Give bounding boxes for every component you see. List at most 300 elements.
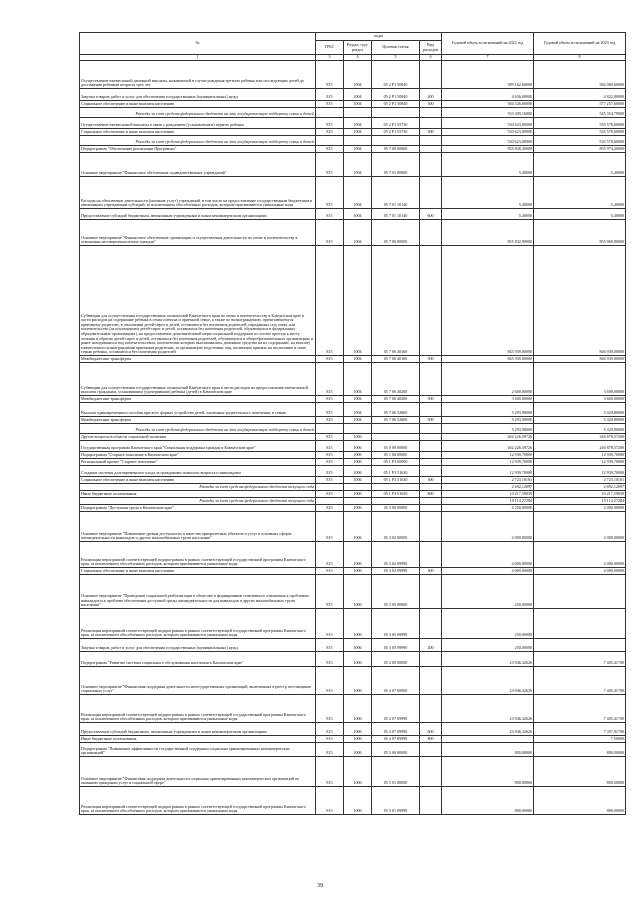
row-name: Основное мероприятие "Проведение социальной реабилитации в обществе и формирование позитивного отношения к проблемам инвалидов и к проблеме обеспечения доступной среды жизнедеятельности для инвалидов и других маломобильных групп населения" (80, 575, 316, 609)
table-row (80, 667, 626, 695)
row-value-2022: 2 723,10161 (442, 477, 534, 484)
row-name: Социальное обеспечение и иные выплаты населению (80, 101, 316, 108)
row-celevaya: 05 4 07 09990 (372, 723, 420, 736)
row-value-2022: 4 250,00000 (442, 505, 534, 512)
row-celevaya: 05 4 07 09990 (372, 695, 420, 723)
row-grbs: 815 (316, 505, 344, 512)
row-vid (420, 667, 442, 695)
row-value-2022: 262 226,59726 (442, 441, 534, 452)
row-vid (420, 108, 442, 118)
row-name: Государственная программа Камчатского края "Социальная поддержка граждан в Камчатском крае" (80, 441, 316, 452)
row-vid (420, 484, 442, 491)
header-codes: коды (316, 33, 442, 41)
row-celevaya: 05 4 07 00000 (372, 667, 420, 695)
row-celevaya: 05 7 06 40160 (372, 356, 420, 363)
row-value-2023: 12 939,70000 (534, 452, 626, 459)
row-vid (420, 452, 442, 459)
row-vid (420, 695, 442, 723)
row-name: Межбюджетные трансферты (80, 417, 316, 424)
row-grbs: 815 (316, 89, 344, 101)
row-name: Основное мероприятие "Финансовое обеспечение подведомственных учреждений" (80, 153, 316, 177)
row-vid (420, 505, 442, 512)
col-index-6: 6 (420, 55, 442, 61)
row-value-2022: 5 293,90000 (442, 403, 534, 417)
row-value-2022: 4 636,00000 (442, 89, 534, 101)
row-value-2023: 2 000,00000 (534, 505, 626, 512)
row-grbs: 815 (316, 466, 344, 477)
table-row (80, 452, 626, 459)
col-index-4: 4 (344, 55, 372, 61)
row-razdel (344, 136, 372, 146)
row-razdel: 1004 (344, 101, 372, 108)
row-razdel (344, 484, 372, 491)
row-celevaya: 05 0 00 00000 (372, 441, 420, 452)
row-value-2022: 262 226,59726 (442, 434, 534, 441)
row-grbs: 815 (316, 575, 344, 609)
row-celevaya: 05 3 02 09990 (372, 568, 420, 575)
row-vid: 300 (420, 129, 442, 136)
row-grbs: 815 (316, 396, 344, 403)
row-razdel: 1004 (344, 403, 372, 417)
table-row (80, 209, 626, 220)
row-value-2023: 535 578,60000 (534, 129, 626, 136)
table-subrow (80, 498, 626, 505)
row-razdel (344, 424, 372, 434)
row-name: Реализация мероприятий соответствующей подпрограммы в рамках соответствующей государственной программы Камчатского края, за исключением обособленных расходов, которым присваиваются уникальные коды (80, 609, 316, 639)
row-value-2023: 800,00000 (534, 757, 626, 787)
row-vid: 200 (420, 639, 442, 652)
row-value-2022: 530 623,00000 (442, 118, 534, 129)
row-value-2023: 545 354,79000 (534, 108, 626, 118)
row-name: Субвенции для осуществления государственных полномочий Камчатского края в части расходов на предоставление ежемесячной выплаты гражданам, усыновившим (удочерившим) ребенка (детей) в Камчатском крае (80, 363, 316, 396)
table-row (80, 477, 626, 484)
row-celevaya: 05 1 00 00000 (372, 452, 420, 459)
row-vid (420, 757, 442, 787)
row-razdel: 1006 (344, 609, 372, 639)
row-celevaya: 05 7 00 00000 (372, 146, 420, 153)
row-celevaya (372, 424, 420, 434)
row-value-2022: 23 946,32626 (442, 652, 534, 667)
row-celevaya: 05 7 06 00000 (372, 220, 420, 246)
row-razdel: 1006 (344, 542, 372, 568)
row-grbs: 815 (316, 363, 344, 396)
row-celevaya (372, 498, 420, 505)
row-vid (420, 363, 442, 396)
table-row (80, 403, 626, 417)
row-vid (420, 441, 442, 452)
row-value-2023: 800,00000 (534, 743, 626, 757)
row-razdel: 1004 (344, 118, 372, 129)
row-vid (420, 434, 442, 441)
table-row (80, 363, 626, 396)
table-subrow (80, 136, 626, 146)
row-grbs (316, 136, 344, 146)
row-celevaya: 05 7 06 52600 (372, 417, 420, 424)
row-razdel: 1006 (344, 743, 372, 757)
table-row (80, 434, 626, 441)
table-row (80, 129, 626, 136)
row-grbs: 815 (316, 403, 344, 417)
table-subrow (80, 484, 626, 491)
row-grbs: 815 (316, 787, 344, 815)
row-name: Расходы на обеспечение деятельности (оказание услуг) учреждений, в том числе на предоставление государственным бюджетным и автономным учреждениям субсидий, за исключением обособленных расходов, которым присваиваются уникальные коды (80, 177, 316, 209)
row-name: Расходы за счет средств федерального бюджета на эти государственную поддержку семьи и детей (80, 136, 316, 146)
row-vid: 600 (420, 723, 442, 736)
row-value-2022 (442, 736, 534, 743)
row-value-2023: 246 878,57200 (534, 434, 626, 441)
row-razdel: 1004 (344, 61, 372, 89)
table-row (80, 575, 626, 609)
row-vid (420, 424, 442, 434)
row-value-2023: 3 600,00000 (534, 363, 626, 396)
row-vid (420, 118, 442, 129)
row-celevaya: 05 3 02 00000 (372, 512, 420, 542)
row-name: Основное мероприятие "Финансовая поддержка деятельности социально ориентированных некоммерческих организаций по оказанию гражданам услуг в социальной сфере" (80, 757, 316, 787)
row-value-2022: 855 832,90000 (442, 220, 534, 246)
row-celevaya: 05 4 00 00000 (372, 652, 420, 667)
row-celevaya: 05 1 P3 51630 (372, 491, 420, 498)
table-row (80, 356, 626, 363)
row-value-2022: 2 600,00000 (442, 363, 534, 396)
row-name: Подпрограмма "Старшее поколение в Камчатском крае" (80, 452, 316, 459)
row-grbs: 815 (316, 129, 344, 136)
row-name: Субвенции для осуществления государственных полномочий Камчатского края по опеке и попечительству в Камчатском крае в части расходов на содержание ребенка в семье опекуна и приемной семье, а также по вознаграждению, причитающемуся приемному родителю, в отношении детей-сирот и детей, оставшихся без попечения родителей, переданных под опеку или попечительство (за исключением детей-сирот и детей, оставшихся без попечения родителей, обучающихся в федеральных образовательных организациях), на предоставление дополнительной меры социальной поддержки по оплате проезда к месту лечения и обратно детей-сирот и детей, оставшихся без попечения родителей, обучающихся в общеобразовательных организациях и ранее находившихся под попечительством, попечителям которых выплачивались денежные средства на их содержание, на выплату ежемесячного вознаграждения приемным родителям, за организацию подготовки лиц, желающих принять на воспитание в свою семью ребенка, оставшегося без попечения родителей (80, 246, 316, 356)
row-celevaya: 05 3 02 09990 (372, 542, 420, 568)
row-vid: 300 (420, 477, 442, 484)
row-value-2022: 4 000,00000 (442, 568, 534, 575)
table-row (80, 441, 626, 452)
row-value-2022: 4 000,00000 (442, 512, 534, 542)
row-value-2023: 535 578,60000 (534, 136, 626, 146)
row-razdel: 1006 (344, 757, 372, 787)
row-value-2022: 4 000,00000 (442, 542, 534, 568)
row-value-2023: 7 405,41700 (534, 652, 626, 667)
budget-table (79, 32, 626, 815)
row-vid (420, 787, 442, 815)
row-celevaya: 05 2 P1 50840 (372, 61, 420, 89)
row-celevaya: 05 2 P1 50840 (372, 101, 420, 108)
row-vid (420, 146, 442, 153)
row-vid (420, 542, 442, 568)
row-grbs: 815 (316, 652, 344, 667)
row-vid (420, 220, 442, 246)
row-name: Закупка товаров, работ и услуг для обеспечения государственных (муниципальных) нужд (80, 639, 316, 652)
row-name: Основное мероприятие "Повышение уровня доступности и качества приоритетных объектов и услуг в основных сферах жизнедеятельности инвалидов и других маломобильных групп населения" (80, 512, 316, 542)
row-vid: 600 (420, 209, 442, 220)
row-celevaya: 05 5 00 00000 (372, 743, 420, 757)
row-value-2022: 530 623,00000 (442, 129, 534, 136)
row-razdel: 1006 (344, 639, 372, 652)
row-vid (420, 466, 442, 477)
row-celevaya: 05 3 05 09990 (372, 609, 420, 639)
row-value-2023: 535 578,60000 (534, 118, 626, 129)
row-celevaya: 05 3 00 00000 (372, 505, 420, 512)
row-razdel: 1006 (344, 695, 372, 723)
row-name: Предоставление субсидий бюджетным, автономным учреждениям и иным некоммерческим организациям (80, 723, 316, 736)
row-razdel: 1004 (344, 177, 372, 209)
row-razdel: 1006 (344, 787, 372, 815)
row-value-2023: 2 000,00000 (534, 568, 626, 575)
row-grbs: 815 (316, 459, 344, 466)
row-grbs: 815 (316, 417, 344, 424)
row-value-2023: 846 939,00000 (534, 356, 626, 363)
table-row (80, 146, 626, 153)
row-value-2022: 855 838,30000 (442, 146, 534, 153)
row-value-2022: 10 114,27284 (442, 498, 534, 505)
col-index-8: 8 (534, 55, 626, 61)
row-razdel (344, 108, 372, 118)
row-name: Межбюджетные трансферты (80, 396, 316, 403)
row-value-2023: 3 600,00000 (534, 396, 626, 403)
row-celevaya: 05 3 05 09990 (372, 639, 420, 652)
row-grbs: 815 (316, 667, 344, 695)
row-value-2023: 7 405,41700 (534, 695, 626, 723)
row-grbs: 815 (316, 61, 344, 89)
row-value-2023: 5,40000 (534, 177, 626, 209)
row-value-2022: 589 162,60000 (442, 61, 534, 89)
row-value-2023: 2 723,10161 (534, 477, 626, 484)
row-grbs: 815 (316, 146, 344, 153)
table-row (80, 743, 626, 757)
row-value-2022: 23 946,32626 (442, 695, 534, 723)
row-razdel: 1006 (344, 441, 372, 452)
row-value-2023: 2 692,12097 (534, 484, 626, 491)
row-value-2023: 5 429,80000 (534, 424, 626, 434)
row-value-2022: 584 526,60000 (442, 101, 534, 108)
row-name: Другие вопросы в области социальной политики (80, 434, 316, 441)
table-row (80, 652, 626, 667)
row-value-2023 (534, 639, 626, 652)
row-grbs: 815 (316, 441, 344, 452)
row-razdel: 1004 (344, 417, 372, 424)
row-vid (420, 575, 442, 609)
row-value-2023: 4 822,00000 (534, 89, 626, 101)
row-value-2023: 7 397,91700 (534, 723, 626, 736)
row-celevaya: 05 7 01 10140 (372, 209, 420, 220)
row-celevaya: 05 4 07 09990 (372, 736, 420, 743)
row-razdel: 1006 (344, 652, 372, 667)
row-vid (420, 609, 442, 639)
row-vid: 500 (420, 417, 442, 424)
row-razdel: 1004 (344, 209, 372, 220)
row-razdel: 1006 (344, 452, 372, 459)
row-grbs: 815 (316, 220, 344, 246)
header-number: № (80, 33, 316, 55)
row-name: Региональный проект "Старшее поколение" (80, 459, 316, 466)
header-2023: Годовой объем ассигнований на 2023 год (534, 33, 626, 55)
row-razdel: 1004 (344, 146, 372, 153)
row-name: Реализация мероприятий соответствующей подпрограммы в рамках соответствующей государственной программы Камчатского края, за исключением обособленных расходов, которым присваиваются уникальные коды (80, 787, 316, 815)
row-name: Расходы за счет средств федерального бюджета текущего года (80, 498, 316, 505)
row-celevaya: 05 7 01 10140 (372, 177, 420, 209)
row-celevaya: 05 5 01 09990 (372, 787, 420, 815)
table-row (80, 61, 626, 89)
row-razdel: 1006 (344, 466, 372, 477)
row-vid (420, 743, 442, 757)
table-row (80, 568, 626, 575)
row-value-2022: 2 692,12097 (442, 484, 534, 491)
row-razdel: 1006 (344, 491, 372, 498)
row-grbs: 815 (316, 434, 344, 441)
row-value-2023: 5 429,80000 (534, 403, 626, 417)
row-grbs: 815 (316, 743, 344, 757)
row-value-2023: 5,40000 (534, 209, 626, 220)
row-value-2022: 12 939,70000 (442, 466, 534, 477)
row-vid: 500 (420, 396, 442, 403)
row-razdel: 1006 (344, 736, 372, 743)
row-value-2023: 577 257,60000 (534, 101, 626, 108)
row-value-2023: 5,40000 (534, 153, 626, 177)
row-vid: 300 (420, 101, 442, 108)
row-name: Социальное обеспечение и иные выплаты населению (80, 129, 316, 136)
row-vid: 200 (420, 89, 442, 101)
row-grbs: 815 (316, 477, 344, 484)
row-grbs: 815 (316, 491, 344, 498)
row-grbs: 815 (316, 736, 344, 743)
row-celevaya: 05 1 P3 00000 (372, 459, 420, 466)
row-celevaya: 05 7 06 40160 (372, 246, 420, 356)
row-value-2023: 846 939,00000 (534, 246, 626, 356)
row-value-2022: 5 293,90000 (442, 417, 534, 424)
row-razdel: 1006 (344, 667, 372, 695)
row-vid (420, 177, 442, 209)
header-grbs: ГРБС (316, 41, 344, 55)
table-body (80, 61, 626, 815)
row-value-2022: 5,40000 (442, 177, 534, 209)
table-row (80, 695, 626, 723)
row-vid (420, 246, 442, 356)
row-value-2022: 845 939,00000 (442, 246, 534, 356)
row-vid (420, 459, 442, 466)
row-name: Расходы за счет средств федерального бюджета текущего года (80, 484, 316, 491)
row-vid (420, 498, 442, 505)
row-name: Основное мероприятие "Финансовая поддержка деятельности негосударственных организаций, включенных в реестр поставщиков социальных услуг" (80, 667, 316, 695)
row-grbs: 815 (316, 177, 344, 209)
row-grbs: 815 (316, 542, 344, 568)
row-grbs (316, 484, 344, 491)
row-razdel: 1004 (344, 129, 372, 136)
row-value-2023: 12 939,70000 (534, 466, 626, 477)
row-value-2022: 3 600,00000 (442, 396, 534, 403)
row-name: Основное мероприятие "Финансовое обеспечение организации и осуществления деятельности по опеке и попечительству в отношении несовершеннолетних граждан" (80, 220, 316, 246)
row-value-2022: 800,00000 (442, 757, 534, 787)
row-value-2022: 250,00000 (442, 639, 534, 652)
table-row (80, 723, 626, 736)
header-celevaya: Целевая статья (372, 41, 420, 55)
row-value-2023 (534, 575, 626, 609)
row-vid (420, 61, 442, 89)
row-value-2022: 5 293,90000 (442, 424, 534, 434)
table-row (80, 396, 626, 403)
table-row (80, 787, 626, 815)
row-value-2022: 10 217,59839 (442, 491, 534, 498)
col-index-7: 7 (442, 55, 534, 61)
row-razdel: 1004 (344, 89, 372, 101)
row-celevaya: 05 2 P1 55730 (372, 129, 420, 136)
table-row (80, 459, 626, 466)
row-value-2022: 800,00000 (442, 787, 534, 815)
row-grbs: 815 (316, 101, 344, 108)
row-value-2023: 246 878,57200 (534, 441, 626, 452)
row-name: Осуществление ежемесячной денежной выплаты, назначаемой в случае рождения третьего ребенка или последующих детей до достижения ребенком возраста трех лет (80, 61, 316, 89)
row-grbs (316, 424, 344, 434)
row-value-2023: 800,00000 (534, 787, 626, 815)
row-name: Иные бюджетные ассигнования (80, 491, 316, 498)
table-row (80, 757, 626, 787)
table-row (80, 177, 626, 209)
row-vid (420, 512, 442, 542)
row-vid (420, 153, 442, 177)
row-name: Создание системы долговременного ухода за гражданами пожилого возраста и инвалидами (80, 466, 316, 477)
row-value-2023: 12 939,70000 (534, 459, 626, 466)
row-celevaya: 05 5 01 00000 (372, 757, 420, 787)
row-value-2022: 530 623,00000 (442, 136, 534, 146)
row-grbs: 815 (316, 246, 344, 356)
row-grbs (316, 498, 344, 505)
table-row (80, 466, 626, 477)
row-grbs: 815 (316, 723, 344, 736)
row-name: Социальное обеспечение и иные выплаты населению (80, 568, 316, 575)
row-razdel (344, 498, 372, 505)
table-row (80, 417, 626, 424)
row-grbs: 815 (316, 609, 344, 639)
row-grbs: 815 (316, 512, 344, 542)
row-name: Подпрограмма "Доступная среда в Камчатском крае" (80, 505, 316, 512)
table-row (80, 89, 626, 101)
table-row (80, 246, 626, 356)
row-grbs: 815 (316, 695, 344, 723)
row-razdel: 1006 (344, 512, 372, 542)
row-name: Расходы за счет средств федерального бюджета на эти государственную поддержку семьи и детей (80, 424, 316, 434)
row-value-2022: 23 946,32626 (442, 667, 534, 695)
row-value-2023: 2 000,00000 (534, 512, 626, 542)
row-razdel: 1004 (344, 396, 372, 403)
row-value-2023: 7 405,41700 (534, 667, 626, 695)
table-subrow (80, 108, 626, 118)
row-celevaya (372, 108, 420, 118)
table-row (80, 118, 626, 129)
row-vid: 800 (420, 736, 442, 743)
row-name: Межбюджетные трансферты (80, 356, 316, 363)
row-celevaya: 05 7 01 00000 (372, 153, 420, 177)
row-name: Реализация мероприятий соответствующей подпрограммы в рамках соответствующей государственной программы Камчатского края, за исключением обособленных расходов, которым присваиваются уникальные коды (80, 695, 316, 723)
row-value-2022: 250,00000 (442, 609, 534, 639)
row-value-2022: 533 309,16000 (442, 108, 534, 118)
row-vid (420, 652, 442, 667)
row-name: Расходы за счет средств федерального бюджета на эти государственную поддержку семьи и детей (80, 108, 316, 118)
row-name: Реализация мероприятий соответствующей подпрограммы в рамках соответствующей государственной программы Камчатского края, за исключением обособленных расходов, которым присваиваются уникальные коды (80, 542, 316, 568)
row-grbs (316, 108, 344, 118)
row-value-2022: 845 939,00000 (442, 356, 534, 363)
table-subrow (80, 424, 626, 434)
table-row (80, 736, 626, 743)
row-celevaya: 05 2 P1 50840 (372, 89, 420, 101)
col-index-5: 5 (372, 55, 420, 61)
row-grbs: 815 (316, 757, 344, 787)
table-row (80, 220, 626, 246)
row-vid: 300 (420, 568, 442, 575)
row-value-2023: 582 080,60000 (534, 61, 626, 89)
row-celevaya: 05 7 06 52600 (372, 403, 420, 417)
col-index-1: 1 (80, 55, 316, 61)
row-razdel: 1006 (344, 434, 372, 441)
row-name: Подпрограмма "Развитие системы социального обслуживания населения в Камчатском крае" (80, 652, 316, 667)
row-celevaya: 05 1 P3 51630 (372, 477, 420, 484)
row-vid: 500 (420, 356, 442, 363)
table-row (80, 491, 626, 498)
row-celevaya: 05 2 P1 55730 (372, 118, 420, 129)
row-razdel: 1006 (344, 568, 372, 575)
